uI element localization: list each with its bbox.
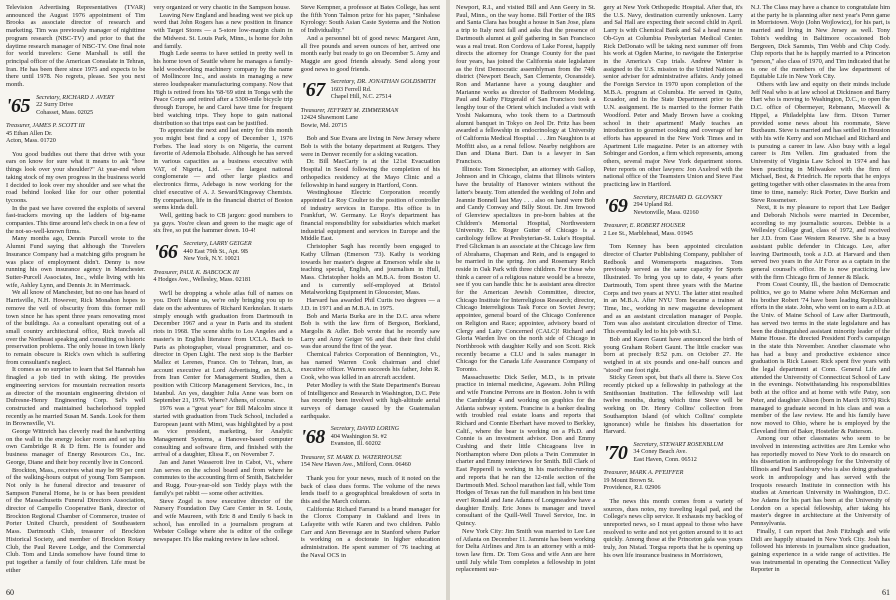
treasurer-block — [301, 107, 440, 130]
class-year: '68 — [300, 426, 325, 449]
class-contact — [331, 425, 399, 448]
class-header-66 — [153, 240, 292, 263]
address-line: East Haven, Conn. 06512 — [633, 455, 697, 463]
notes-paragraph: Finally, I can report that Josh Fitzhugh and wife Didi are happily situated in New York City. Josh has followed his interests in journalism since graduation, gaining experience in a wide range of activities. He was instrumental in operating the Connecticut Valley Reporter in — [750, 527, 890, 574]
notes-paragraph: Christopher Sagh has recently been engaged to Kathy Ullman (Emerson '73). Kathy is working towards her master's degree at Emerson while she is teaching special, English, and journalism in Hull, Mass. Christopher holds an M.B.A. from Boston U. and is currently self-employed at Bristol Metalworking Equipment in Gloucester, Mass. — [300, 243, 440, 297]
secretary-line: Secretary, RICHARD D. GLOVSKY — [633, 193, 723, 201]
secretary-line: Secretary, STEWART ROSENBLUM — [633, 440, 724, 448]
address-line: 1603 Ferrell Rd. — [330, 85, 372, 93]
notes-paragraph: Thank you for your news, much of it noted on the back of class dues forms. The volume of the news lends itself to a geographical breakdown of sorts in this and the March column. — [300, 474, 440, 505]
class-header-68 — [301, 425, 440, 448]
class-year: '66 — [153, 241, 178, 264]
notes-paragraph: Steve Zogel is now executive director of the Nursery Foundation Day Care Center in St. Louis, and wife Maureen, with Eric 8 and Emily 6 back in school, has enrolled in a journalism program at Webster College where she is editor of the college newspaper. It's like making review in law school. — [153, 497, 293, 544]
treasurer-line: Treasurer, PAUL K. BABCOCK III — [153, 268, 239, 276]
treasurer-block — [153, 269, 292, 284]
address-line: Providence, R.I. 02906 — [603, 484, 661, 492]
class-year: '65 — [6, 94, 31, 117]
class-header-67 — [301, 78, 440, 101]
secretary-line: Secretary, DR. JONATHAN GOLDSMITH — [330, 78, 436, 86]
page-number: 61 — [882, 588, 890, 597]
notes-paragraph: You good buddies out there that drive with your ears on know for sure what it means to ask "how things look over your shoulder?" At year-end when taking stock of my own progress in the business world I decided to look over my shoulder and see what the road behind looked like for our other potential tycoons. — [6, 150, 146, 204]
class-year: '69 — [603, 194, 628, 217]
address-line: Cohasset, Mass. 02025 — [36, 108, 94, 116]
notes-paragraph: New York City: Jim Smith was married to Lee Lee of Atlanta on December 11. Jammie has been working for Delta Airlines and Jim is an attorney with a mid-town law firm. Dr. Tom Goss and wife Ann are here until July while Tom completes a fellowship in joint replacement sur- — [456, 527, 596, 574]
left-col-2 — [153, 4, 292, 584]
notes-paragraph: 1976 was a "great year" for Bill Malcolm since it started with graduation from Tuck School, included a European jaunt with Mimi, was highlighted by a post as vice president, marketing, for Analytic Management Systems, a Hanover-based computer consulting and software firm, and finished with the arrival of a daughter, Elissa F., on November 7. — [153, 405, 293, 459]
treasurer-block — [603, 222, 742, 237]
address-line: Newtonville, Mass. 02160 — [633, 208, 699, 216]
right-page-columns — [456, 4, 890, 584]
notes-paragraph: Others with law and equity on their minds include Jeff Neal who is at law school at Dickinson and Barry Hart who is moving to Washington, D.C., to open the D.C. office of Obermeyer, Rebmann, Maxwell & Hippel, a Philadelphia law firm. Dixon Turner provided some news about his roommate, Steve Buxbaum. Steve is married and has settled in Houston with his wife Kerry and son Michael and Richard and is pursuing a career in law. Also busy with a legal career is Jim Vellen. Jim graduated from the University of Virginia Law School in 1974 and has been practicing in Milwaukee with the firm of Michael, Best, & Friedrich. He reports that he enjoys getting together with other classmates in the area from time to time, namely: Rick Porter, Dave Burkin and Steve Rossmeiser. — [750, 81, 890, 204]
class-header-70 — [603, 441, 742, 464]
notes-paragraph: Newport, R.I., and visited Bill and Ann Geery in St. Paul, Minn., on the way home. Bill Fortier of the IRS and Santa Clara has bought a house in San Jose, plans a trip to Italy next fall and asks that the presence of Dartmouth alumni at golf gathering in San Francisco was a real treat. Ron Cordova of Lake Forest, happily directs the attorney for Orange County for the past four years, has joined the California state legislature as the first Democratic assemblyman from the 74th district (Newport Beach, San Clemente, Oceanside). Ron and Marianne have a young daughter and Marianne works as director of Bathroom Modeling. Paul and Kathy Fitzgerald of San Francisco took a lengthy tour of the Orient which included a visit with Yoshi Nakamura, who took them to a Dartmouth alumni banquet in Tokyo on Jeol Dr. Fritz has been awarded a fellowship in endocrinology at University of California Medical Hospital . . . Jim Naughton is at Moffitt also, as a renal fellow. Nearby neighbors are Dan and Diana Burt. Dan is a lawyer in San Francisco. — [456, 4, 596, 166]
notes-paragraph: It comes as no surprise to learn that Sel Hannah has finagled a job tied in with skiing. He provides engineering services for mountain recreation resorts as director of the mountain engineering division of Dufresne-Henry Engineering Corp. Sel's well constructed and maintained bachelorhood toppled recently as he married Susan M. Sands. Look for them in Brownsville, Vt. — [6, 366, 146, 428]
notes-paragraph: gery at New York Orthopedic Hospital. After that, it's the U.S. Navy, destination currently unknown. Larry and Sal Hall are expecting their second child in April. Larry is with Chemical Bank and Sal a head nurse in Ob-Gyn at Columbia Presbyterian Medical Center. Rick DeDonato will be taking next summer off from his work at Ogden Marine, to navigate the Enterprise in the America's Cup trials. Andrew Winter is assigned to the U.S. mission to the United Nations as senior adviser for administrative affairs. Andy joined the Foreign Service in 1970 upon completion of the M.B.A. program at Columbia. He served in Quito, Ecuador, and in the State Department prior to the U.N. assignment. He is married to the former Faith Woodford. Peter and Mady Brown have a cooking school in their apartment! Mady teaches an introduction to gourmet cooking and coverage of her efforts has appeared in the New York Times and in Apartment Life magazine. Peter is an attorney with Sobinger and Gordon, a firm which represents, among others, several major New York department stores. Peter reports on other lawyers: Jon Axelrod with the national office of the Teamsters Union and Steve Fast practicing law in Hartford. — [603, 4, 743, 189]
notes-paragraph: In the past we have covered the exploits of several fast-trackers moving up the ladders of big-name companies. This time around let's check in on a few of the not-so-well-known firms. — [6, 204, 146, 235]
notes-paragraph: We all know of Manchester, but no one has heard of Harrisville, N.H. However, Rick Monahon hopes to remove the veil of obscurity from this former mill town since he has spent three years renovating most of the buildings. As a consultant operating out of a small country architectural office, Rick travels all over the Northeast speaking and consulting on historic preservation problems. The only house in town likely to remain obscure is Rick's own which is suffering from consultant's neglect. — [6, 289, 146, 366]
class-contact — [633, 441, 723, 464]
treasurer-line: Treasurer, JAMES P. SCOTT III — [6, 122, 85, 130]
notes-paragraph: Many months ago, Dennis Purcell wrote to the Alumni Fund saying that although the Travelers Insurance Company had a matching gifts program he was place of employment didn't. Denny is now running his own insurance agency in Manchester. Sutter-Purcell Associates, Inc., while living with his wife, Ashley Lynn, and Dennis Jr. in Merrimack. — [6, 235, 146, 289]
notes-paragraph: N.J. The Class may have a chance to congratulate him at the party he is planning after next year's Penn game in Morristown. Wojo (John Wojlowicz), for his part, is married and living in New Jersey as well. Tony Tobin's wedding in Baltimore occasioned Bob Bergreen, Dick Sammis, Tim Webb and Chip Cody. Chip reports that he is happily married to a Princeton "person," also class of 1970, and Tim indicated that he is one of the members of the law department of Equitable Life in New York City. — [750, 4, 890, 81]
left-col-1 — [6, 4, 145, 584]
notes-paragraph: To appreciate the next and last entry for this month you might best find a copy of December 1, 1976 Forbes. The lead story is on Nigeria, the current favorite of Ademola Ebobade. Although he has served in various capacities as a business executive with VAT, of Nigeria, Ltd. — the largest national conglomerate — and other large plastics and electronics firms, Adebago is now working for the chief executive of A. J. Seward/Kingsway Chemists. By comparison, life in the financial district of Boston seems kinda dull. — [153, 127, 293, 212]
right-page — [450, 0, 896, 600]
notes-paragraph: Steve Kempner, a professor at Bates College, has sent the fifth Yonn Talmon prize for his paper, "Sinhalese Kyrology: South Asian Caste Systems and the Notion of Individuality." — [300, 4, 440, 35]
notes-paragraph: We'll be dropping a whole atlas full of names on you. Don't blame us, we're only bringing you up to date on the adventures of Richard Kerknolan. It starts simply enough with graduation from Dartmouth in December 1967 and a year in Paris and its student riots in 1968. The scene shifts to Los Angeles and a master's in English literature from UCLA. Back to Paris as photographer, visual programmer, and co-director in Open Light. The next stop is the Barbier Mallez et Lerenes, France. On to Tehran, Iran, as account executive at Lord Advertising, an M.B.A. from Iran Center for Management Studies, then a position with Citicorp Management Services, Inc., in Istanbul. An yes, daughter Julia Anne was born on September 21, 1976. Where? Athens, of course. — [153, 289, 293, 405]
address-line: Bowie, Md. 20715 — [300, 121, 348, 129]
address-line: 12424 Shawmont Lane — [300, 114, 359, 122]
treasurer-line: Treasurer, ST. MARK D. WATERHOUSE — [300, 453, 402, 461]
right-col-3 — [751, 4, 890, 584]
notes-paragraph: Bob and Karen Gaunt have announced the birth of young Graham Robert Gaunt. The little cracker was born at precisely 8:52 p.m. on October 27. He weighed in at six pounds and one-half ounces and "stood" one foot right. — [603, 335, 743, 374]
notes-paragraph: Next, it is my pleasure to report that Lee Badger and Deborah Nichols were married in December, according to my journalistic sources. Debbie is a Wellesley College grad, class of 1972, and received her J.D. from Case Western Reserve. She is a busy assistant public defender in Chicago. Lee, after leaving Dartmouth, took a J.D. at Harvard and then served two years in the Air Force as a captain in the general counsel's office. He is now practicing law with the firm Chicago firm of Jenner & Black. — [750, 204, 890, 281]
address-line: 22 Surry Drive — [36, 101, 74, 109]
notes-paragraph: Television Advertising Representatives (TVAR) announced the August 1976 appointment of Tim Brooks as associate director of research and marketing. Tim was previously manager of nighttime program research (NBC-TV) and prior to that the daytime research manager of NBC-TV. One final note for world travelers: Gene Marshall is still the principal officer of the American Consulate in Tehran, Iran. He has been there since 1975 and expects to be there until 1978. No regrets, please. See you next month. — [6, 4, 146, 89]
address-line: 2 Lee St., Marblehead, Mass. 01945 — [603, 229, 693, 237]
notes-paragraph: Westinghouse Electric Corporation recently appointed Le Roy Coulter to the position of controller of industry services in Europe. His office is in Frankfurt, W. Germany. Le Roy's department has financial responsibility for subsidiaries which market industrial equipment and services in Europe and the Middle East. — [300, 189, 440, 243]
address-line: New York, N.Y. 10021 — [183, 255, 240, 263]
right-col-1 — [456, 4, 595, 584]
class-contact — [633, 194, 722, 217]
notes-paragraph: The news this month comes from a variety of sources, dues notes, my traveling legal pad, and the College's news clip service. It exhausts my backlog of unreported news, so I must appeal to those who have resolved to write and not yet gotten around to it to act quickly. Among those at the Princeton gala was yours truly, Jon Nistad. Torgsa reports that he is opening up his own life insurance business in Morristown, — [603, 497, 743, 559]
address-line: 294 Upland Rd. — [633, 201, 673, 209]
right-col-2 — [603, 4, 742, 584]
notes-paragraph: Illinois: Tom Stonecipher, an attorney with Gallop, Johnson and in Chicago, claims that Illinois winters have the brutality of Hanover winters without the latter's beauty. Tom attended the wedding of John and Jeannie Bonnell last May . . . also on hand were Bob and Candy Conway and Billy Stout. Dr. Jim Inwood of Glenview specializes in pre-born babies at the Children's Memorial Hospital, Northwestern University. Dr. Roger Gutter of Chicago is a cardiology fellow at Presbyterian-St. Luke's Hospital. Fred Glickman is an associate at the Chicago law firm of Abrahams, Chapman and Rein, and is engaged to be married in the spring. Jon and Rosemary Reich reside in Oak Park with three children. For those who think a career of a religious nature would be a breeze, see if you can handle this: he is assistant area director for the American Jewish Committee, director, Chicago Institute for Interreligious Research; director, Chicago Interreligious Task Force on Soviet Jewry; appointee, general board of the Chicago Conference on Religion and Race; appointee, advisory board of Clergy and Laity Concerned (CALC)! Richard and Gloria Warden live on the north side of Chicago in Northbrook with daughter Kelly and son Scott. Rick recently became a CLU and is sales manager in Chicago for the Canada Life Assurance Company of Toronto. — [456, 165, 596, 374]
treasurer-line: Treasurer, JEFFREY M. ZIMMERMAN — [300, 106, 399, 114]
address-line: 154 New Haven Ave., Milford, Conn. 06460 — [300, 461, 411, 469]
address-line: 4 Hodges Ave., Wellesley, Mass. 02181 — [153, 276, 252, 284]
secretary-line: Secretary, DAVID LORING — [330, 425, 400, 433]
notes-paragraph: George Wittreich has cleverly read the handwriting on the wall in the energy locker room and set up his own Cambridge R & D firm. He is founder and business manager of Energy Resources Co., Inc. George, Diane and their boy recently live in Concord. — [6, 428, 146, 466]
notes-paragraph: And a personnel bit of good news: Margaret Ann, all five pounds and seven ounces of her, arrived one month early but ready to go on December 5. Amy and Maggie are good friends already. Send along your good news to good friends. — [300, 34, 440, 73]
notes-paragraph: Tom Kenney has been appointed circulation director of Charter Publishing Company, publisher of Redbook and Womensports magazines. Tom previously served as the same capacity for Sports Illustrated. To bring you up to date, 4 years after Dartmouth, Tom spent three years with the Marine Corps and two years at NYU. The latter stint resulted in an M.B.A. After NYU Tom became a trainee at Time, Inc., working in new magazine development and as an assistant circulation manager of People. Tom was also assistant circulation director of Time. This eventually led to his job with S.I. — [603, 243, 743, 336]
notes-paragraph: California: Richard Farrand is a brand manager for the Clorox Company in Oakland and lives in Lafayette with wife Karen and two children. Pablo Carr and Ann Beverage are in Stanford where Parker is working on a doctorate in higher education administration. He spent summer of '76 teaching at the Naval OCS in — [300, 505, 440, 559]
notes-paragraph: Jan and Janet Wasserott live in Cabot, Vt., where Jan serves on the school board and from where he commutes to the accounting firm of Smith, Batchelder and Rugg. Four-year-old son Teddy plays with the family's pet rabbit — some other activities. — [153, 459, 293, 497]
notes-paragraph: Massachusetts: Dick Seiler, M.D., is in private practice in internal medicine, Agawam. John Pilling and wife Francine Perrons are in Boston. John is with the Cambridge 4 and working on graphics for the Atlanta subway system. Francine is a banker dealing with troubled real estate loans and reports that Richard and Connie Eberhart have moved to Berkley, Calif., where the bear is working on a Ph.D. and Connie is an investment advisor. Don and Emmy Cushing and their little Chicagoans live in Northampton where Don pilots a Twin Commuter in charter and Emmy interviews for Smith. Bill Clark of East Pepperell is working in his maricultur-running and reports that he ran the 12-mile section of the Dartmouth Med. School marathon last fall, while Tom Hodges of Texas ran the full marathon in his best time ever! Ronald and Jane Adams of Longmeadow have a daughter Emily. Eric Jones is manager and travel consultant of the Quill-Well Travel Service, Inc. in Quincy. — [456, 373, 596, 528]
left-page-columns — [6, 4, 440, 584]
notes-paragraph: Dr. Bill MacCarty is at the 121st Evacuation Hospital in Seoul following the completion of his orthopedics residency at the Mayo Clinic and a fellowship in hand surgery in Hartford, Conn. — [300, 158, 440, 189]
notes-paragraph: Hugh Lede seems to have settled in pretty well in his home town of Seattle where he manages a family-held woodworking machinery company by the name of Mollincore Inc., and assists in managing a new stereo loudspeaker manufacturing company. Now that High is retired from his '68-'69 stint in Tonga with the Peace Corps and retired after a 5300-mile bicycle trip through Europe, he and Carol have time for frequent bird watching trips. They hope to gain national distribution so that trips east can be justified. — [153, 50, 293, 127]
address-line: 404 Washington St. #2 — [330, 432, 387, 440]
treasurer-block — [301, 454, 440, 469]
class-year: '70 — [603, 441, 628, 464]
class-contact — [36, 94, 114, 117]
notes-paragraph: Sticky Green spot, but that's all there is. Steve Cox recently picked up a fellowship in pathology at the Smithsonian Institution. The fellowship will last twelve months, during which time Steve will be working on Dr. Henry Collins' collection from Southampton Island (of which Collins' complete ignorance) while he finishes his dissertation for Harvard. — [603, 374, 743, 436]
treasurer-line: Treasurer, E. ROBERT HOUSER — [603, 222, 686, 230]
notes-paragraph: Leaving New England and heading west we pick up word that John Rogers has a new position in finance with Target Stores — a 5-store low-margin chain in the Midwest. St. Louis Park, Minn., is home for John and family. — [153, 11, 293, 50]
notes-paragraph: very organized or very chaotic in the Sampson house. — [153, 4, 291, 11]
address-line: 34 Coney Beach Ave. — [633, 448, 687, 456]
notes-paragraph: Brockton, Mass., receives what may be 99 per cent of the walking-hours output of young Tom Sampson. Not only is he funeral director and treasurer of Sampson Funeral Home, he is or has been president of the Massachusetts Funeral Directors Association, director of Campello Cooperative Bank, director of Brockton Regional Chamber of Commerce, trustee of Porter United Church, president of Southeastern Mass. Dartmouth Club, treasurer of Brockton Historical Society, and member of Brockton Rotary Club, the Paul Revere Lodge, and the Commercial Club. Tom and Linda somehow have found time to put together a family of four children. Life must be either — [6, 466, 146, 574]
address-line: 19 Mount Brown St. — [603, 476, 655, 484]
notes-paragraph: Bob and Sue Evans are living in New Jersey where Bob is with the botany department at Rutgers. They were in Denver recently for a skiing vacation. — [300, 135, 440, 158]
notes-paragraph: Peter Modley is with the State Department's Bureau of Intelligence and Research in Washington, D.C. Pete has recently been involved with high-altitude aerial surveys of damage caused by the Guatemalan earthquake. — [300, 381, 440, 420]
address-line: Chapel Hill, N.C. 27514 — [330, 93, 392, 101]
page-number: 60 — [6, 588, 14, 597]
notes-paragraph: Bob and Maria Burka are in the D.C. area where Bob is with the law firm of Bergson, Borkland, Margolis & Adler. Bob wrote that he recently saw Larry and Amy Geiger '66 and that their first child was due around the first of the year. — [300, 312, 440, 351]
address-line: Evanston, Ill. 60202 — [330, 440, 381, 448]
notes-paragraph: Well, getting back to CB jargon: good numbers to ya guys. You're clean and green to the magic age of six five, so put the hammer down. 10-4! — [153, 211, 293, 235]
address-line: Acton, Mass. 01720 — [6, 137, 56, 145]
left-col-3 — [301, 4, 440, 584]
secretary-line: Secretary, LARRY GEIGER — [183, 240, 252, 248]
notes-paragraph: Harvard has awarded Phil Curtis two degrees — a J.D. in 1971 and an M.B.A. in 1975. — [300, 297, 440, 312]
class-header-65 — [6, 94, 145, 117]
left-page — [0, 0, 446, 600]
treasurer-line: Treasurer, MARK A. PFEIFFER — [603, 469, 684, 477]
notes-paragraph: From Coast County, Ill., the bastion of Democratic politics, we go to Maine where John McKernan and his brother Robert '74 have been leading Republican efforts in the state. John, who went on to earn a J.D. at the Univ. of Maine School of Law after Dartmouth, has served two terms in the state legislature and has been the distinguished assistant minority leader of the Maine House. He directed President Ford's campaign in the state this November. Another classmate who has had a busy and productive existence since graduation is Rick Lasser. Rick spent five years with the legal department at Conn. General Life and attended the University of Connecticut School of Law in the evenings. Notwithstanding his responsibilities both at the office and at home with wife Patsy, son Peter, and daughter Alison (born in March 1976) Rick managed to graduate second in his class and was a member of the law review. He and his family have now moved to Ohio, where he is employed by the Cleveland firm of Baker, Hostetler & Patterson. — [750, 281, 890, 435]
secretary-line: Secretary, RICHARD J. AVERY — [36, 93, 115, 101]
treasurer-block — [603, 469, 742, 492]
notes-paragraph: Among our other classmates who seem to be involved in interesting activities are Jim Lemke who has reportedly moved to New York to do research on his dissertation in anthropology for the University of Illinois and Paul Saulsbury who is also doing graduate work in anthropology and has served with the Iroquois research Institute in connection with his studies at American University in Washington, D.C. Joe Adams for his part has been at the University of London on a special fellowship, after taking his master's degree in architecture at the University of Pennsylvania. — [750, 435, 890, 528]
notes-paragraph: Chemical Fabrics Corporation of Bennington, Vt., has named Warren Cook chairman and chief executive officer. Warren succeeds his father, John R. Cook, who was killed in an aircraft accident. — [300, 351, 440, 382]
treasurer-block — [6, 122, 145, 145]
address-line: 440 East 79th St., Apt. 9B — [183, 247, 249, 255]
class-year: '67 — [300, 79, 325, 102]
address-line: 45 Ethan Allen Dr. — [6, 129, 53, 137]
class-contact — [183, 240, 251, 263]
class-contact — [331, 78, 436, 101]
class-header-69 — [603, 194, 742, 217]
